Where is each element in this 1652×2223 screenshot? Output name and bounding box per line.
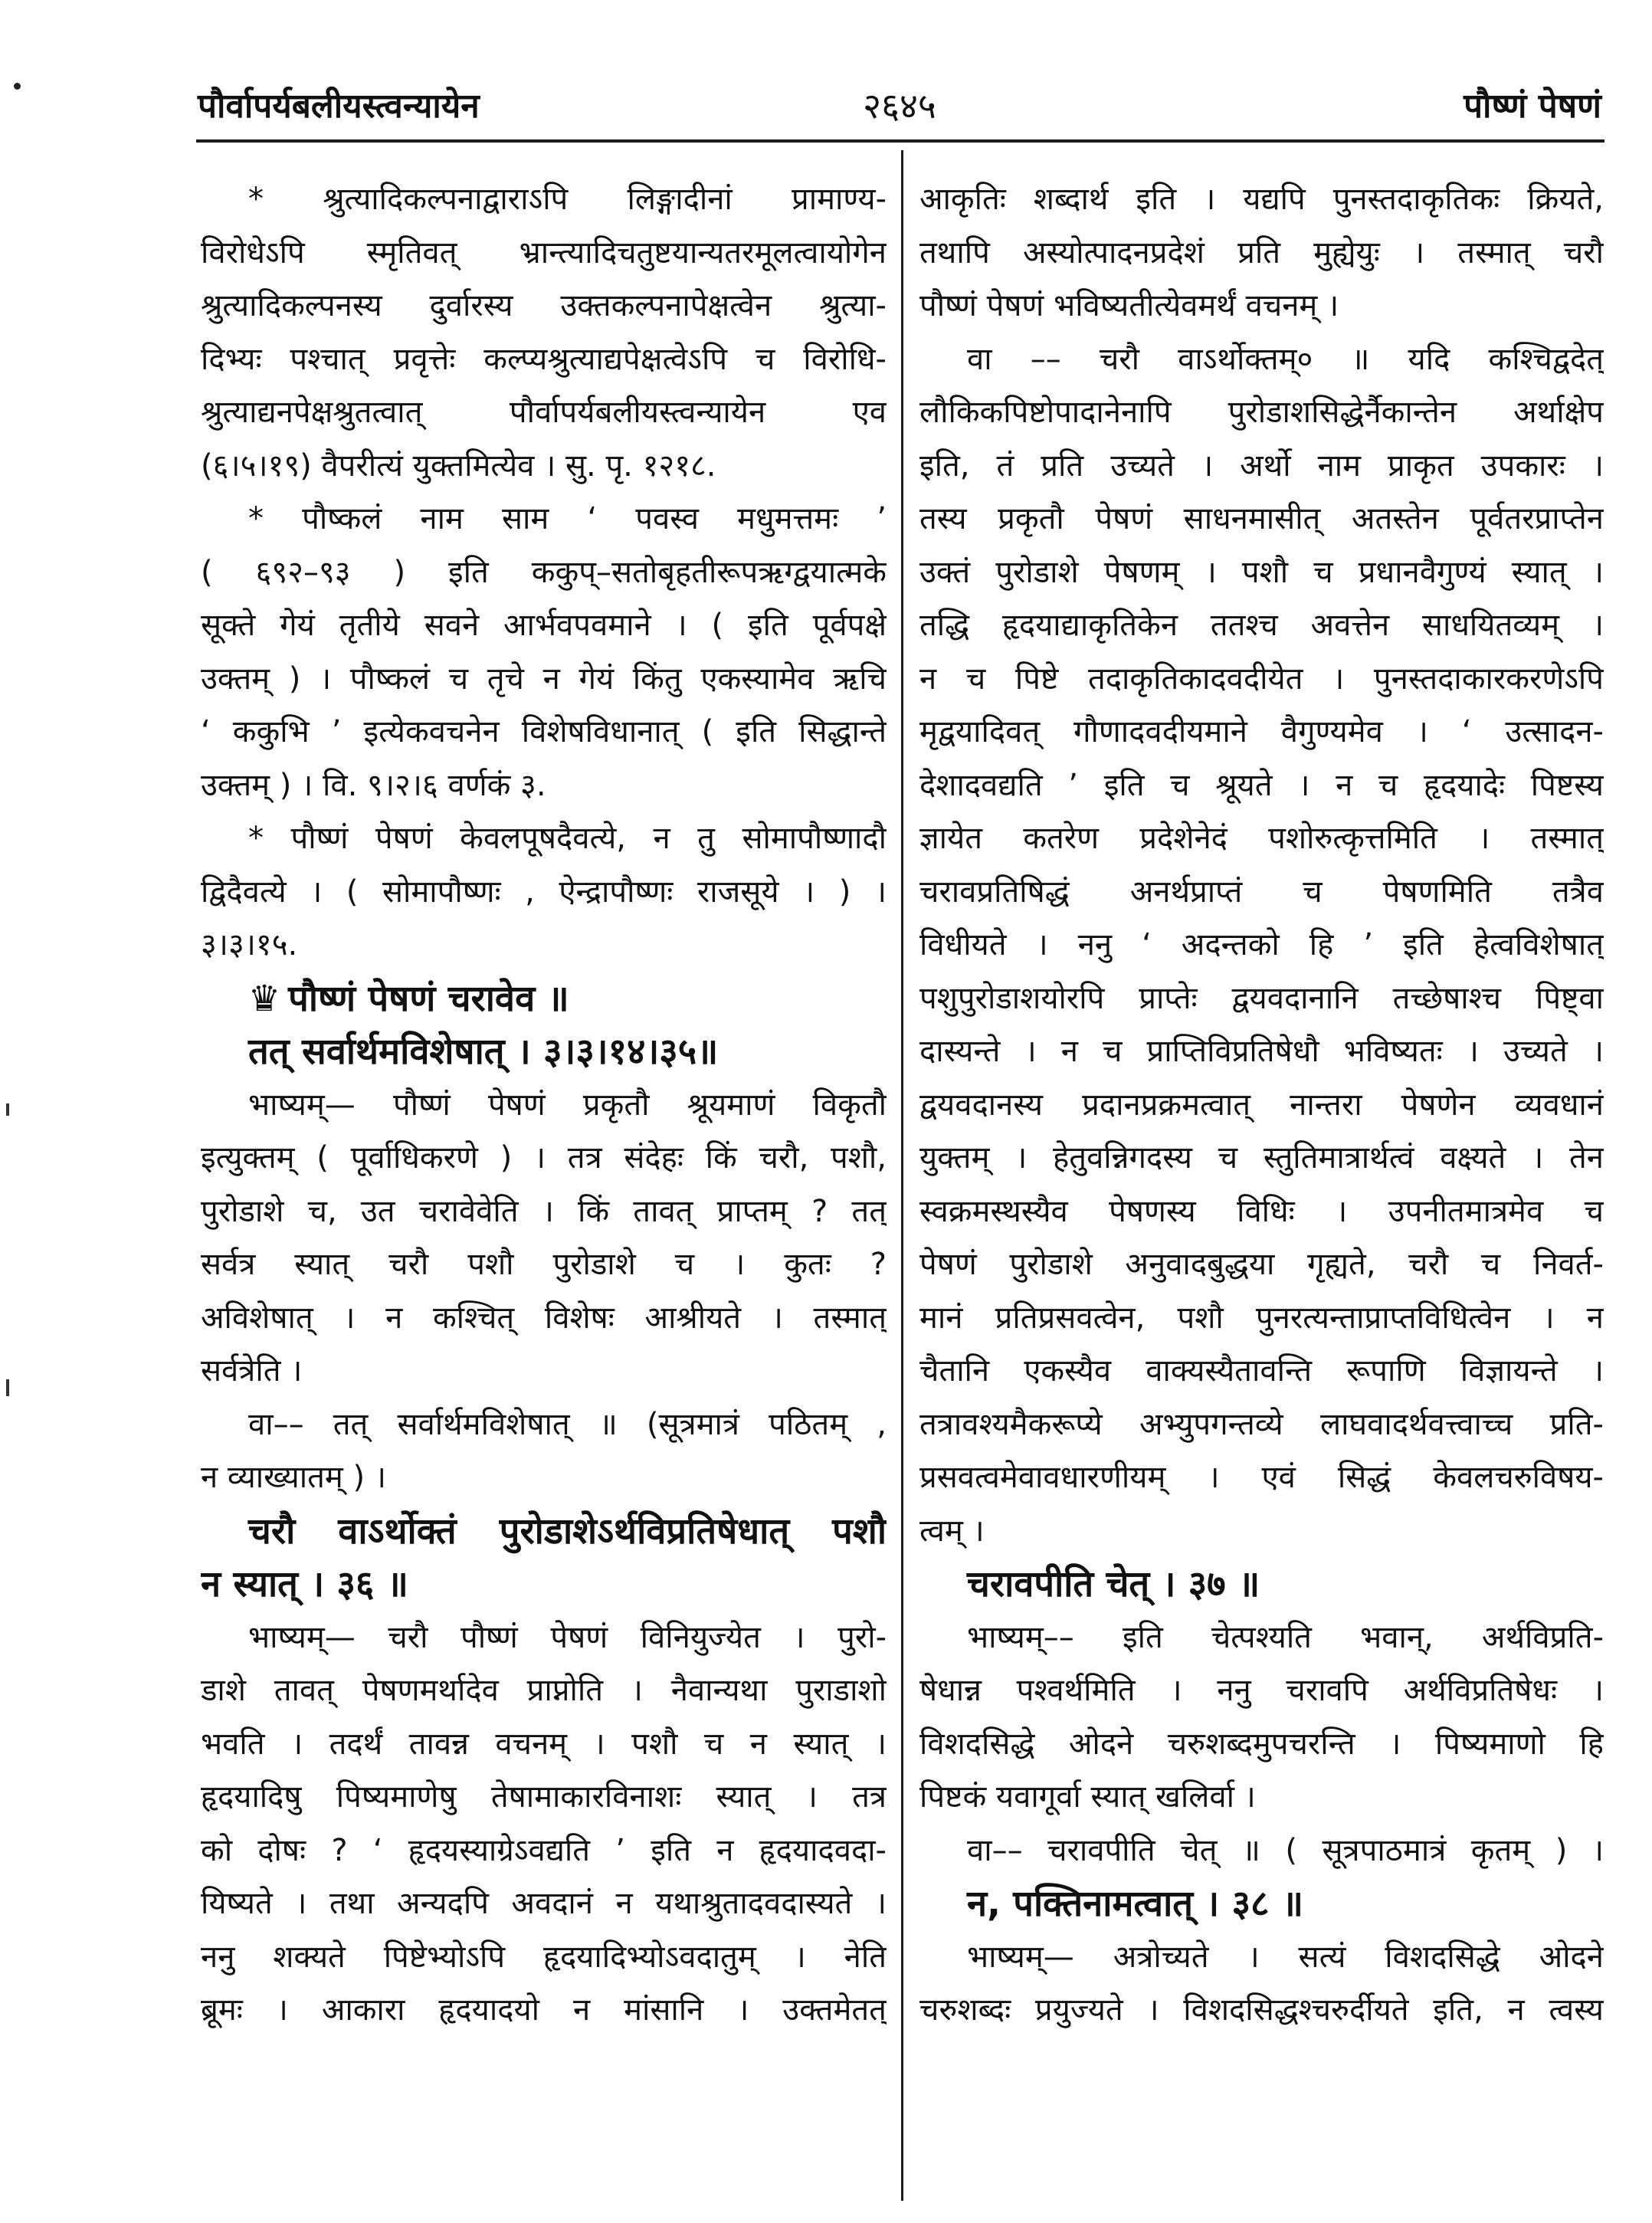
text-line (919, 493, 1604, 546)
text-line (919, 1664, 1604, 1718)
text-line (919, 1558, 1604, 1612)
text-line (919, 1984, 1604, 2038)
text-line (201, 1825, 887, 1878)
text-line (919, 1718, 1604, 1772)
text-line-content: अविशेषात् । न कश्चित् विशेषः आश्रीयते । तस्मात् (201, 1300, 887, 1336)
text-line-content: ( ६९२–९३ ) इति ककुप्–सतोबृहतीरूपऋग्द्वयात्मके (201, 554, 887, 590)
text-line (919, 1398, 1604, 1452)
text-line-content: उक्तं पुरोडाशे पेषणम् । पशौ च प्रधानवैगुण्यं स्यात् । (919, 554, 1604, 590)
text-line-content: (६।५।१९) वैपरीत्यं युक्तमित्येव । सु. पृ. १२१८. (201, 448, 716, 484)
text-line-content: पेषणं पुरोडाशे अनुवादबुद्धया गृह्यते, चरौ च निवर्त- (919, 1247, 1604, 1282)
margin-dot (14, 83, 21, 90)
page-number: २६४५ (863, 85, 936, 126)
header-rule (196, 139, 1604, 143)
text-line-content: ‘ ककुभि ’ इत्येकवचनेन विशेषविधानात् ( इति सिद्धान्ते (201, 714, 887, 749)
text-line (201, 333, 887, 387)
text-line (201, 866, 887, 920)
text-line-content: सूक्ते गेयं तृतीये सवने आर्भवपवमाने । ( इति पूर्वपक्षे (201, 608, 887, 643)
text-line-content: विधीयते । ननु ‘ अदन्तको हि ’ इति हेत्वविशेषात् (919, 927, 1604, 962)
text-line (201, 653, 887, 707)
text-line-content: सर्वत्रेति । (201, 1353, 303, 1389)
text-line (919, 1877, 1604, 1931)
text-line-content: भाष्यम्— अत्रोच्यते । सत्यं विशदसिद्धे ओदने (967, 1939, 1604, 1975)
text-line (201, 1505, 887, 1559)
text-line-content: षेधान्न पश्वर्थमिति । ननु चरावपि अर्थविप्रतिषेधः । (919, 1673, 1604, 1708)
text-line (201, 599, 887, 653)
text-line-content: पौष्णं पेषणं भविष्यतीत्येवमर्थं वचनम् । (919, 288, 1339, 323)
text-line-content: मृद्वयादिवत् गौणादवदीयमाने वैगुण्यमेव । ‘ उत्सादन- (919, 714, 1604, 749)
text-line-content: वा –– चरौ वाऽर्थोक्तम्० ॥ यदि कश्चिद्वदेत् (967, 341, 1604, 377)
left-column (201, 173, 887, 2038)
text-line-content: चरावपीति चेत् । ३७ ॥ (967, 1563, 1260, 1605)
text-line (201, 1877, 887, 1931)
text-line-content: भवति । तदर्थं तावन्न वचनम् । पशौ च न स्यात् । (201, 1726, 887, 1762)
text-line-content: पशुपुरोडाशयोरपि प्राप्तेः द्वयवदानानि तच्छेषाश्च पिष्ट्वा (919, 980, 1604, 1016)
text-line (201, 1292, 887, 1346)
text-line (919, 1505, 1604, 1559)
text-line (201, 706, 887, 759)
margin-mark (6, 1103, 9, 1116)
text-line (201, 1025, 887, 1079)
text-line (919, 1825, 1604, 1878)
header-right-title: पौष्णं पेषणं (1464, 87, 1601, 126)
text-line-content: लौकिकपिष्टोपादानेनापि पुरोडाशसिद्धेर्नैकान्तेन अर्थाक्षेप (919, 395, 1604, 430)
text-line-content: आकृतिः शब्दार्थ इति । यद्यपि पुनस्तदाकृतिकः क्रियते, (919, 182, 1604, 217)
text-line-content: भाष्यम्— पौष्णं पेषणं प्रकृतौ श्रूयमाणं विकृतौ (248, 1087, 887, 1123)
text-line (919, 1238, 1604, 1292)
text-line (201, 1398, 887, 1452)
text-line-content: मानं प्रतिप्रसवत्वेन, पशौ पुनरत्यन्ताप्राप्तविधित्वेन । न (919, 1300, 1604, 1336)
text-line (201, 1079, 887, 1133)
text-line (201, 1185, 887, 1239)
column-divider (901, 150, 903, 2201)
text-line (919, 1025, 1604, 1079)
running-header (198, 77, 1601, 133)
text-line-content: न, पक्तिनामत्वात् । ३८ ॥ (967, 1883, 1304, 1925)
text-line (919, 1345, 1604, 1398)
text-line-content: द्विदैवत्ये । ( सोमापौष्णः , ऐन्द्रापौष्णः राजसूये । ) । (201, 874, 887, 910)
text-line-content: इति, तं प्रति उच्यते । अर्थो नाम प्राकृत उपकारः । (919, 448, 1604, 484)
text-line (919, 1771, 1604, 1825)
text-line-content: चैतानि एकस्यैव वाक्यस्यैतावन्ति रूपाणि विज्ञायन्ते । (919, 1353, 1604, 1389)
text-line (201, 1984, 887, 2038)
text-line (919, 1931, 1604, 1985)
text-line (201, 1931, 887, 1985)
text-line (919, 227, 1604, 280)
text-line (919, 1185, 1604, 1239)
text-line-content: पिष्टकं यवागूर्वा स्यात् खलिर्वा । (919, 1779, 1256, 1815)
text-line-content: तस्य प्रकृतौ पेषणं साधनमासीत् अतस्तेन पूर्वतरप्राप्तेन (919, 501, 1604, 536)
text-line (201, 227, 887, 280)
text-line-content: प्रसवत्वमेवावधारणीयम् । एवं सिद्धं केवलचरुविषय- (919, 1460, 1604, 1495)
text-line-content: पुरोडाशे च, उत चरावेवेति । किं तावत् प्राप्तम् ? तत् (201, 1193, 887, 1229)
text-line (201, 1612, 887, 1665)
text-line (919, 1132, 1604, 1185)
text-line (919, 866, 1604, 920)
text-line-content: * पौष्णं पेषणं केवलपूषदैवत्ये, न तु सोमापौष्णादौ (248, 821, 887, 856)
text-line-content: तत्रावश्यमैकरूप्ये अभ्युपगन्तव्ये लाघवादर्थवत्त्वाच्च प्रति- (919, 1406, 1604, 1442)
text-line (919, 1292, 1604, 1346)
text-line (201, 546, 887, 600)
text-line-content: उक्तम् ) । पौष्कलं च तृचे न गेयं किंतु एकस्यामेव ऋचि (201, 661, 887, 697)
text-line-content: दास्यन्ते । न च प्राप्तिविप्रतिषेधौ भविष्यतः । उच्यते । (919, 1034, 1604, 1069)
text-line (919, 333, 1604, 387)
text-line (201, 280, 887, 333)
text-line-content: त्वम् । (919, 1513, 985, 1549)
text-line-content: ३।३।१५. (201, 927, 298, 962)
text-line-content: श्रुत्यादिकल्पनस्य दुर्वारस्य उक्तकल्पनापेक्षत्वेन श्रुत्या- (201, 288, 887, 323)
text-line (919, 706, 1604, 759)
text-line-content: विरोधेऽपि स्मृतिवत् भ्रान्त्यादिचतुष्टयान्यतरमूलत्वायोगेन (201, 234, 887, 270)
text-line (919, 546, 1604, 600)
text-line (919, 440, 1604, 493)
text-line (201, 1238, 887, 1292)
text-line-content: वा–– चरावपीति चेत् ॥ ( सूत्रपाठमात्रं कृतम् ) । (967, 1832, 1604, 1868)
margin-mark (6, 1379, 9, 1396)
text-line (201, 386, 887, 440)
text-line-content: दिभ्यः पश्चात् प्रवृत्तेः कल्प्यश्रुत्याद्यपेक्षत्वेऽपि च विरोधि- (201, 341, 887, 377)
text-line (201, 1558, 887, 1612)
text-line (201, 1718, 887, 1772)
text-line (201, 919, 887, 972)
text-line-content: भाष्यम्— चरौ पौष्णं पेषणं विनियुज्येत । पुरो- (248, 1619, 887, 1655)
crown-icon: ♛ (248, 977, 281, 1020)
text-line (201, 759, 887, 813)
text-line-content: न व्याख्यातम् ) । (201, 1460, 387, 1495)
text-line-content: * पौष्कलं नाम साम ‘ पवस्व मधुमत्तमः ’ (248, 501, 887, 536)
text-line-content: भाष्यम्–– इति चेत्पश्यति भवान्, अर्थविप्रति- (967, 1619, 1604, 1655)
text-line (919, 919, 1604, 972)
text-line-content: पौष्णं पेषणं चरावेव ॥ (288, 977, 569, 1020)
text-line (919, 759, 1604, 813)
text-line-content: इत्युक्तम् ( पूर्वाधिकरणे ) । तत्र संदेहः किं चरौ, पशौ, (201, 1140, 887, 1175)
text-line-content: विशदसिद्धे ओदने चरुशब्दमुपचरन्ति । पिष्यमाणो हि (919, 1726, 1604, 1762)
text-line (919, 173, 1604, 227)
text-line-content: न च पिष्टे तदाकृतिकादवदीयेत । पुनस्तदाकारकरणेऽपि (919, 661, 1604, 697)
text-line-content: चरौ वाऽर्थोक्तं पुरोडाशेऽर्थविप्रतिषेधात् पशौ (248, 1510, 887, 1552)
text-line-content: तथापि अस्योत्पादनप्रदेशं प्रति मुह्येयुः । तस्मात् चरौ (919, 234, 1604, 270)
text-line (919, 1612, 1604, 1665)
text-line-content: उक्तम् ) । वि. ९।२।६ वर्णकं ३. (201, 767, 546, 803)
text-line (201, 1345, 887, 1398)
text-line (919, 1451, 1604, 1505)
text-line-content: वा–– तत् सर्वार्थमविशेषात् ॥ (सूत्रमात्रं पठितम् , (248, 1406, 887, 1442)
text-line-content: चरुशब्दः प्रयुज्यते । विशदसिद्धश्चरुर्दीयते इति, न त्वस्य (919, 1992, 1604, 2028)
text-line (201, 1132, 887, 1185)
text-line-content: द्वयवदानस्य प्रदानप्रक्रमत्वात् नान्तरा पेषणेन व्यवधानं (919, 1087, 1604, 1123)
text-line (919, 599, 1604, 653)
text-line (919, 653, 1604, 707)
text-line-content: श्रुत्याद्यनपेक्षश्रुतत्वात् पौर्वापर्यबलीयस्त्वन्यायेन एव (201, 395, 887, 430)
text-line-content: ब्रूमः । आकारा हृदयादयो न मांसानि । उक्तमेतत् (201, 1992, 887, 2028)
text-line (919, 812, 1604, 866)
text-line (201, 440, 887, 493)
text-line (919, 386, 1604, 440)
text-line (201, 1771, 887, 1825)
text-line-content: चरावप्रतिषिद्धं अनर्थप्राप्तं च पेषणमिति तत्रैव (919, 874, 1604, 910)
text-line (201, 173, 887, 227)
right-column (919, 173, 1604, 2038)
text-line-content: तत् सर्वार्थमविशेषात् । ३।३।१४।३५॥ (248, 1031, 719, 1073)
text-line-content: तद्धि हृदयाद्याकृतिकेन ततश्च अवत्तेन साधयितव्यम् । (919, 608, 1604, 643)
text-line (201, 812, 887, 866)
text-line (201, 493, 887, 546)
text-line-content: यिष्यते । तथा अन्यदपि अवदानं न यथाश्रुतादवदास्यते । (201, 1886, 887, 1921)
text-line-content: ननु शक्यते पिष्टेभ्योऽपि हृदयादिभ्योऽवदातुम् । नेति (201, 1939, 887, 1975)
text-line-content: डाशे तावत् पेषणमर्थादेव प्राप्नोति । नैवान्यथा पुराडाशो (201, 1673, 887, 1708)
text-line-content: * श्रुत्यादिकल्पनाद्वाराऽपि लिङ्गादीनां प्रामाण्य- (248, 182, 887, 217)
text-line (201, 1451, 887, 1505)
text-line-content: को दोषः ? ‘ हृदयस्याग्रेऽवद्यति ’ इति न हृदयादवदा- (201, 1832, 887, 1868)
text-line (919, 972, 1604, 1026)
text-line-content: सर्वत्र स्यात् चरौ पशौ पुरोडाशे च । कुतः ? (201, 1247, 887, 1282)
text-line-content: युक्तम् । हेतुवन्निगदस्य च स्तुतिमात्रार्थत्वं वक्ष्यते । तेन (919, 1140, 1604, 1175)
header-left-title: पौर्वापर्यबलीयस्त्वन्यायेन (198, 87, 480, 126)
text-line (919, 1079, 1604, 1133)
text-line-content: स्वक्रमस्थस्यैव पेषणस्य विधिः । उपनीतमात्रमेव च (919, 1193, 1604, 1229)
text-line-content: हृदयादिषु पिष्यमाणेषु तेषामाकारविनाशः स्यात् । तत्र (201, 1779, 887, 1815)
text-line (201, 972, 887, 1026)
text-line-content: न स्यात् । ३६ ॥ (201, 1563, 408, 1605)
text-line (201, 1664, 887, 1718)
text-line (919, 280, 1604, 333)
text-line-content: ज्ञायेत कतरेण प्रदेशेनेदं पशोरुत्कृत्तमिति । तस्मात् (919, 821, 1604, 856)
text-line-content: देशादवद्यति ’ इति च श्रूयते । न च हृदयादेः पिष्टस्य (919, 767, 1604, 803)
